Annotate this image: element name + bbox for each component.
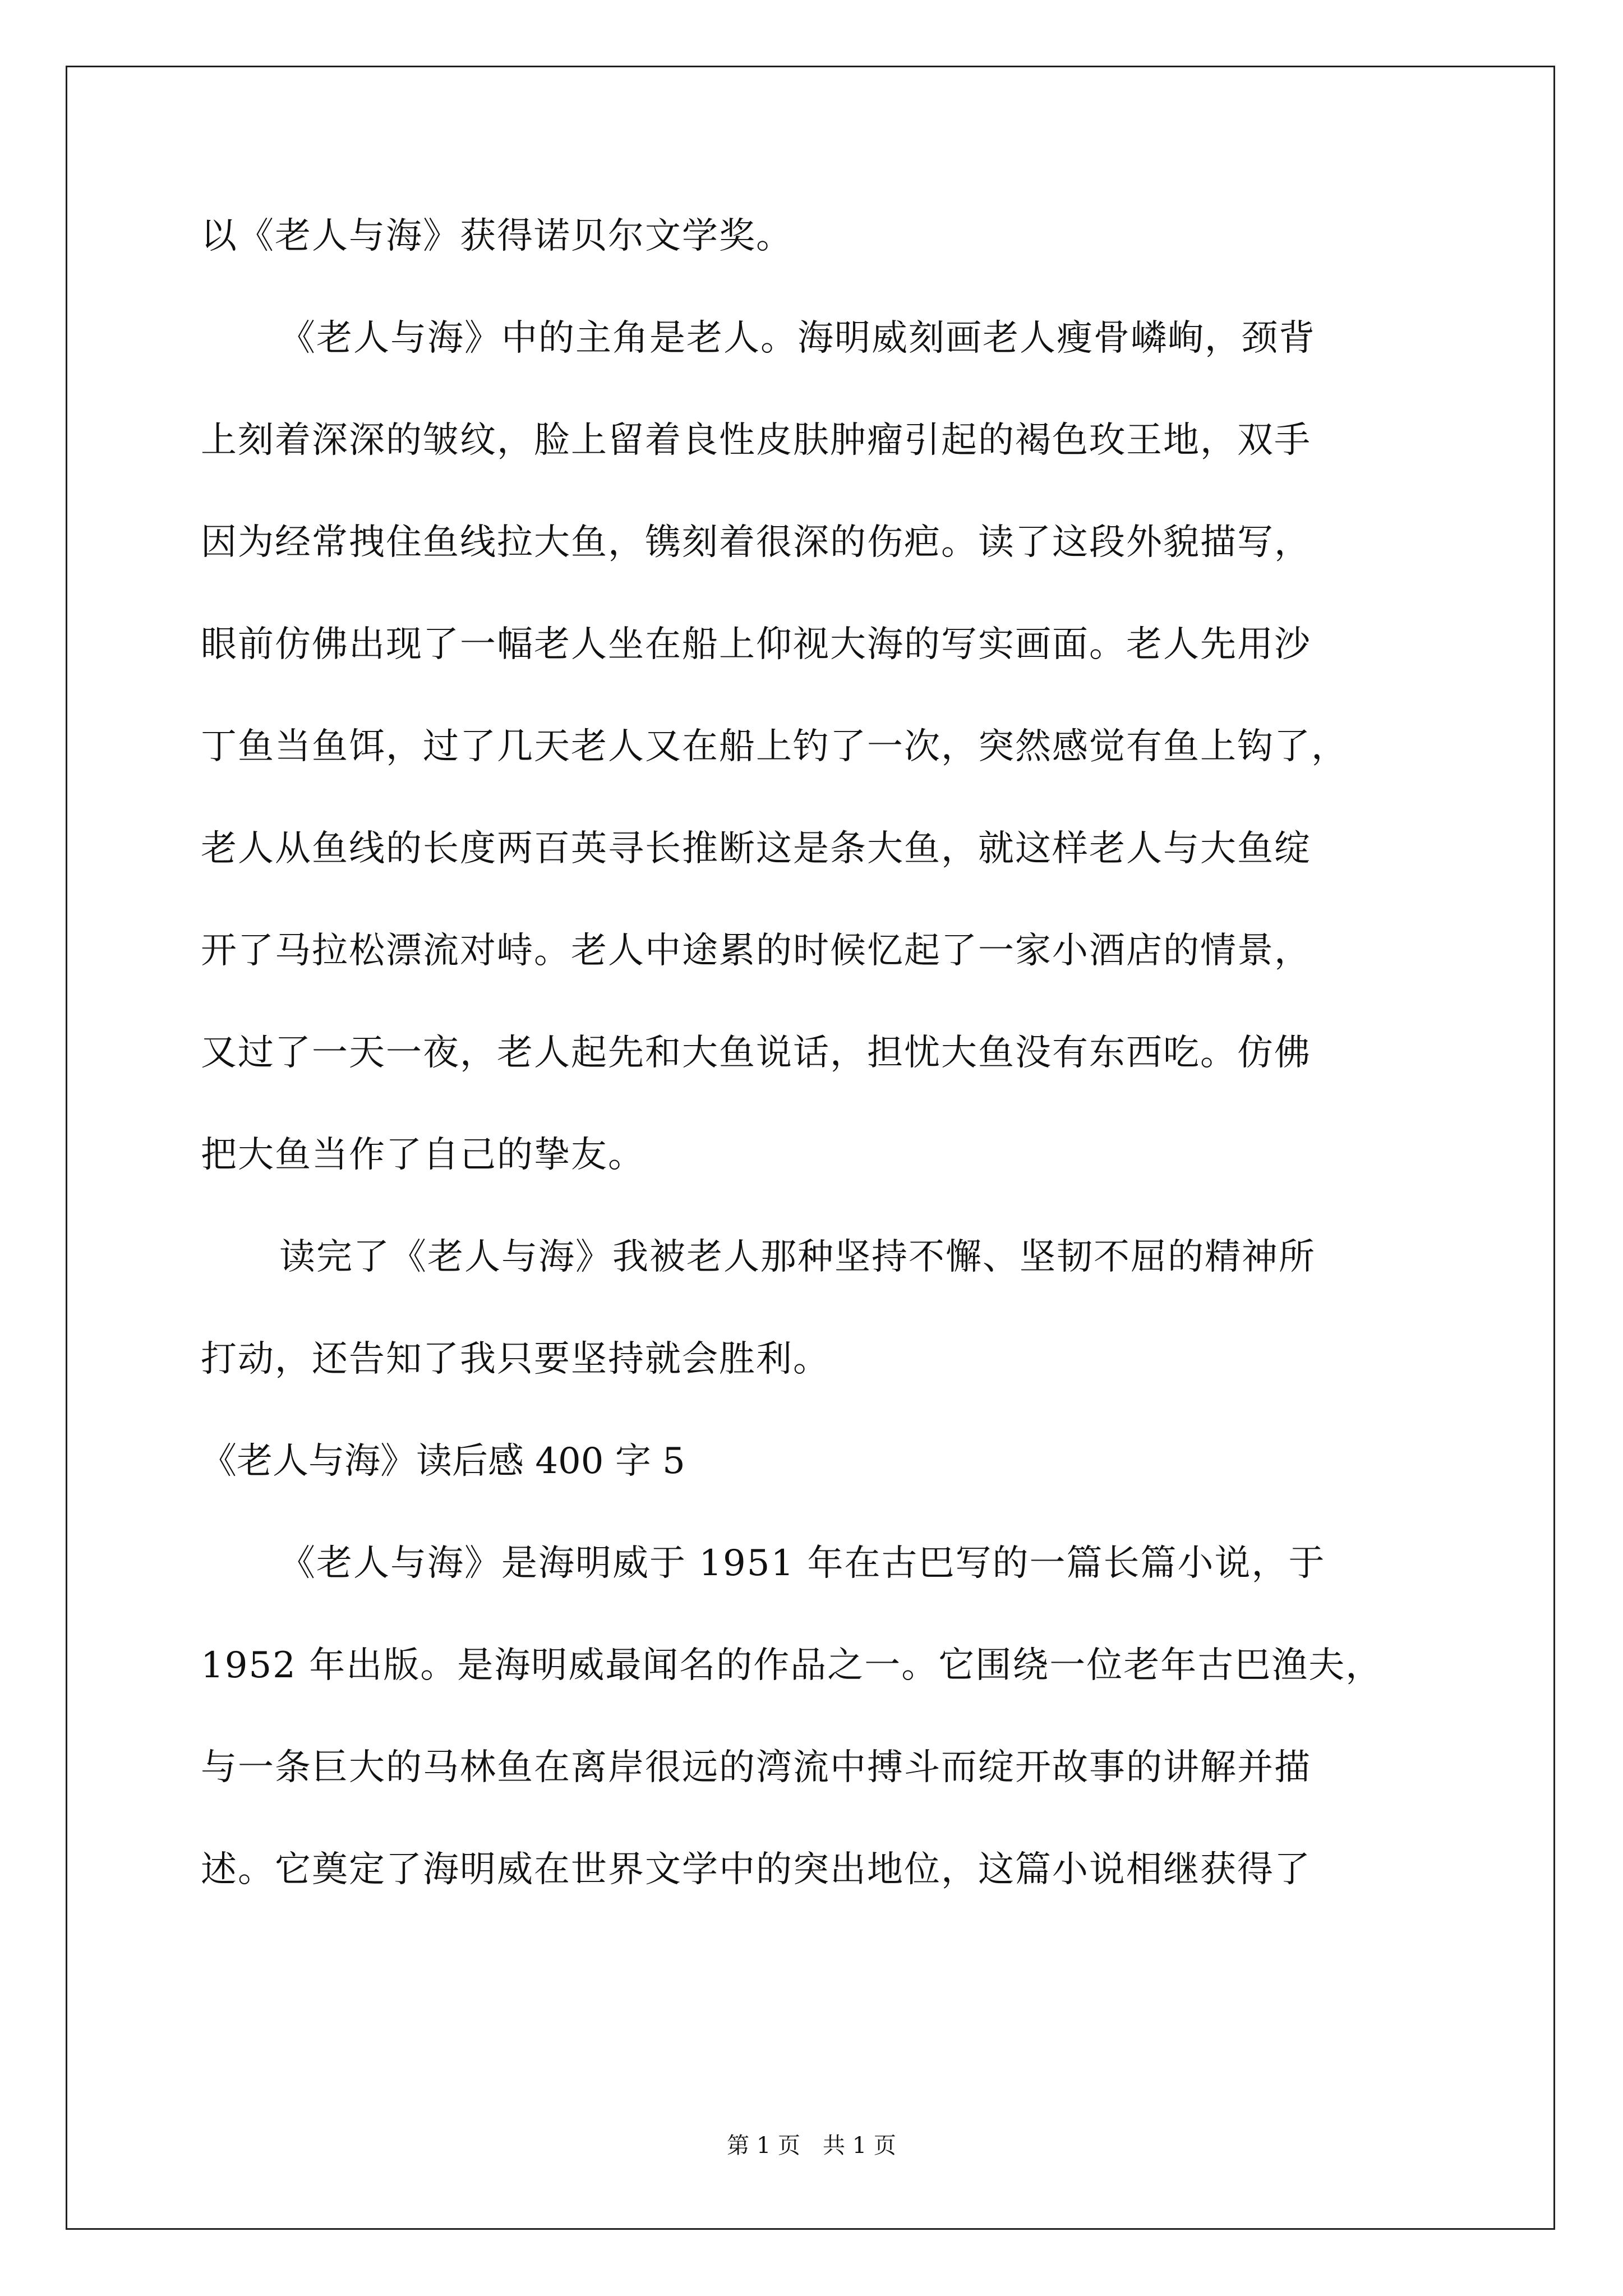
text-line: 眼前仿佛出现了一幅老人坐在船上仰视大海的写实画面。老人先用沙 [201, 624, 1311, 665]
text-line: 把大鱼当作了自己的挚友。 [201, 1134, 645, 1176]
text-line: 老人从鱼线的长度两百英寻长推断这是条大鱼，就这样老人与大鱼绽 [201, 828, 1311, 869]
page-footer: 第 1 页 共 1 页 [727, 2133, 896, 2159]
text-line: 丁鱼当鱼饵，过了几天老人又在船上钓了一次，突然感觉有鱼上钩了， [201, 726, 1348, 767]
text-line: 又过了一天一夜，老人起先和大鱼说话，担忧大鱼没有东西吃。仿佛 [201, 1032, 1311, 1074]
text-line: 上刻着深深的皱纹，脸上留着良性皮肤肿瘤引起的褐色玫王地，双手 [201, 420, 1311, 461]
paragraph-start: 读完了《老人与海》我被老人那种坚持不懈、坚韧不屈的精神所 [279, 1236, 1316, 1278]
document-body [201, 185, 1429, 1921]
paragraph-start: 《老人与海》是海明威于 1951 年在古巴写的一篇长篇小说，于 [279, 1543, 1326, 1584]
text-line: 以《老人与海》获得诺贝尔文学奖。 [201, 215, 793, 257]
text-line: 与一条巨大的马林鱼在离岸很远的湾流中搏斗而绽开故事的讲解并描 [201, 1747, 1311, 1788]
text-line: 因为经常拽住鱼线拉大鱼，镌刻着很深的伤疤。读了这段外貌描写， [201, 522, 1311, 563]
paragraph-start: 《老人与海》中的主角是老人。海明威刻画老人瘦骨嶙峋，颈背 [279, 318, 1316, 359]
text-line: 开了马拉松漂流对峙。老人中途累的时候忆起了一家小酒店的情景， [201, 930, 1311, 972]
section-title: 《老人与海》读后感 400 字 5 [201, 1441, 685, 1482]
text-line: 述。它奠定了海明威在世界文学中的突出地位，这篇小说相继获得了 [201, 1849, 1311, 1890]
text-line: 打动，还告知了我只要坚持就会胜利。 [201, 1338, 830, 1380]
text-line: 1952 年出版。是海明威最闻名的作品之一。它围绕一位老年古巴渔夫， [201, 1645, 1383, 1686]
